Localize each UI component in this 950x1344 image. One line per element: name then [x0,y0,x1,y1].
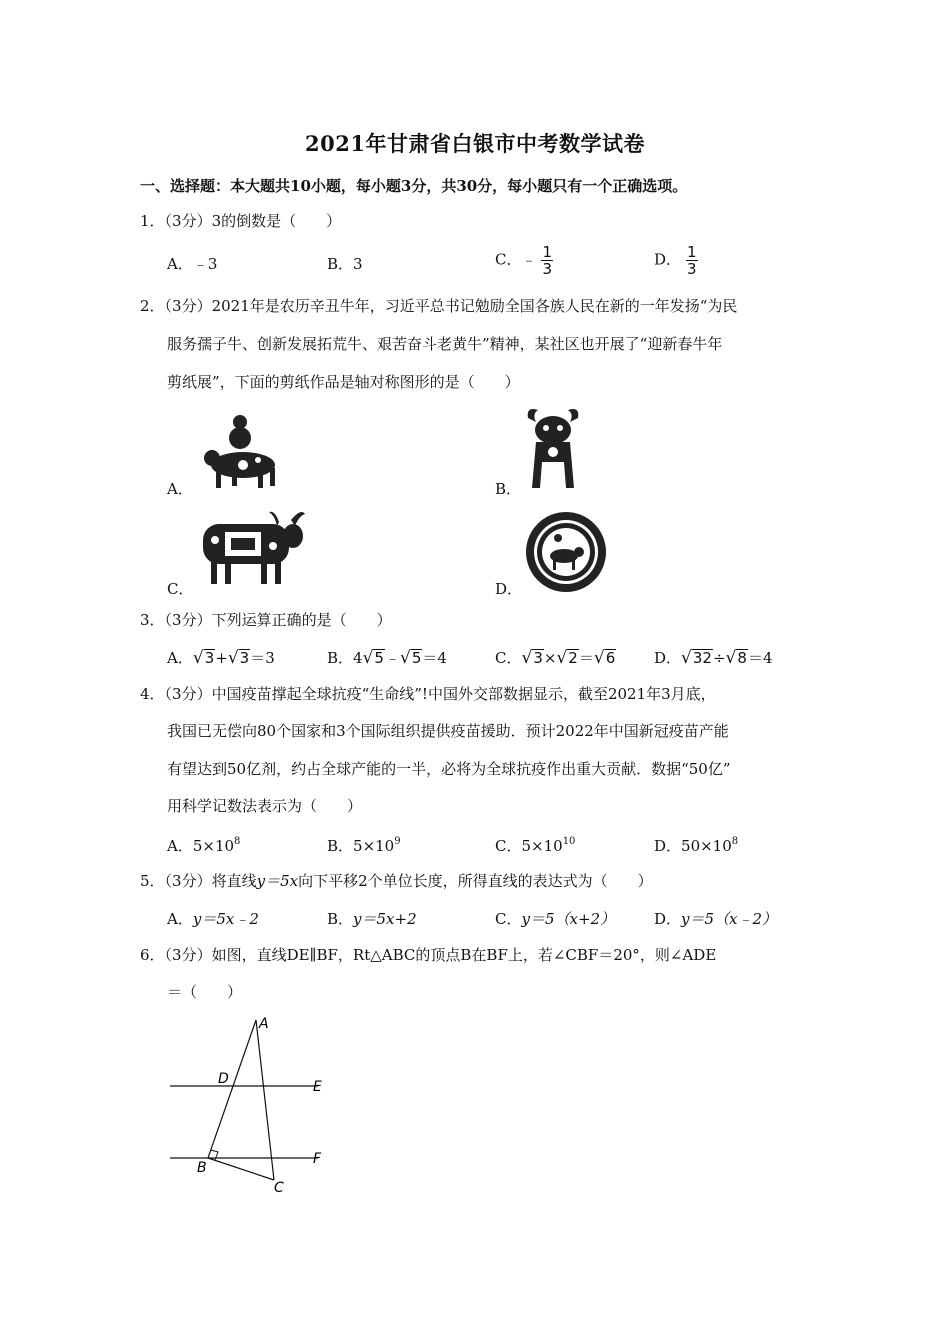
q4-line-4: 用科学记数法表示为（ ） [167,797,363,815]
label-e: E [313,1079,322,1095]
radical-sign-icon: √ [192,648,204,668]
q2-option-a: A． [167,480,193,498]
q3-option-d-label: D． [654,649,682,667]
q3-option-a-label: A． [167,649,193,667]
sqrt-3: √ 3 [521,648,543,668]
q5-option-c: C．y＝5（x+2） [495,910,616,928]
ox-round-papercut-image [524,510,608,594]
sqrt-32: √ 32 [681,648,712,668]
radical-sign-icon: √ [556,648,568,668]
q1-option-c-label: C．﹣ [495,250,537,269]
q4-line-2: 我国已无偿向80个国家和3个国际组织提供疫苗援助．预计2022年中国新冠疫苗产能 [167,722,729,740]
sqrt-8: √ 8 [725,648,747,668]
q1-stem: 1．（3分）3的倒数是（ ） [140,212,342,230]
q1-option-c [495,244,553,277]
q3-option-a: A． √ 3 + √ 3 ＝3 [167,648,275,668]
q3-option-b: B．4 √ 5 ﹣ √ 5 ＝4 [327,648,447,668]
page-title: 2021年甘肃省白银市中考数学试卷 [305,131,645,156]
label-d: D [218,1071,229,1087]
radical-sign-icon: √ [681,648,692,668]
q5-option-d: D．y＝5（x﹣2） [654,910,778,928]
q4-line-3: 有望达到50亿剂，约占全球产能的一半，必将为全球抗疫作出重大贡献．数据“50亿” [167,760,731,778]
label-f: F [313,1151,322,1167]
q1-option-c-fraction [541,244,553,277]
q2-option-d: D． [495,580,523,598]
q6-line-2: ＝（ ） [167,983,243,1001]
q4-option-b: B．$5\times 10^9$ [327,836,401,855]
segment-bc [208,1158,274,1180]
q2-option-c: C． [167,580,194,598]
label-a: A [259,1016,269,1032]
q6-line-1: 6．（3分）如图，直线DE∥BF，Rt△ABC的顶点B在BF上，若∠CBF＝20°，则∠ADE [140,946,717,964]
q3-option-d: D． √ 32 ÷ √ 8 ＝4 [654,648,773,668]
radical-sign-icon: √ [362,648,374,668]
radical-sign-icon: √ [521,648,533,668]
segment-ac [256,1020,274,1180]
q2-option-b: B． [495,480,522,498]
fraction-numerator: 1 [542,243,553,261]
q1-option-d-label: D． [654,250,682,269]
q3-stem: 3．（3分）下列运算正确的是（ ） [140,611,392,629]
section-heading: 一、选择题：本大题共10小题，每小题3分，共30分，每小题只有一个正确选项。 [140,177,688,195]
q5-option-b: B．y＝5x+2 [327,910,417,928]
fraction-numerator: 1 [687,243,697,261]
radical-sign-icon: √ [399,648,411,668]
q4-option-d: D．$50\times 10^8$ [654,836,739,855]
q4-line-1: 4．（3分）中国疫苗撑起全球抗疫“生命线”!中国外交部数据显示，截至2021年3月底， [140,685,716,703]
sqrt-3: √ 3 [227,648,250,668]
fraction-denominator: 3 [687,260,697,278]
q1-option-d [654,244,698,277]
sqrt-5: √ 5 [362,648,384,668]
q4-option-c: C．$5\times 10^{10}$ [495,836,576,855]
sqrt-3: √ 3 [192,648,215,668]
q2-line-2: 服务孺子牛、创新发展拓荒牛、艰苦奋斗老黄牛”精神，某社区也开展了“迎新春牛年 [167,335,723,353]
q6-geometry-figure [160,1010,340,1200]
sqrt-6: √ 6 [593,648,616,668]
segment-ab [208,1020,256,1158]
ox-face-papercut-image [522,404,584,492]
radical-sign-icon: √ [725,648,737,668]
q5-stem: 5．（3分）将直线y＝5x向下平移2个单位长度，所得直线的表达式为（ ） [140,872,653,890]
q5-equation: y＝5x [256,872,299,890]
q3-option-c-label: C． [495,649,522,667]
radical-sign-icon: √ [227,648,239,668]
q2-line-1: 2．（3分）2021年是农历辛丑牛年，习近平总书记勉励全国各族人民在新的一年发扬“为民 [140,297,738,315]
q5-option-a: A．y＝5x﹣2 [167,910,259,928]
label-b: B [197,1160,207,1176]
q3-option-c: C． √ 3 × √ 2 ＝ √ 6 [495,648,616,668]
ox-with-rider-papercut-image [196,410,291,490]
q1-option-b: B．3 [327,255,363,273]
fraction-denominator: 3 [542,260,553,278]
q4-option-a: A．$5\times 10^8$ [167,836,241,855]
q1-option-a: A．﹣3 [167,255,218,273]
sqrt-5: √ 5 [399,648,422,668]
label-c: C [274,1180,284,1196]
sqrt-2: √ 2 [556,648,578,668]
q2-line-3: 剪纸展”，下面的剪纸作品是轴对称图形的是（ ） [167,373,520,391]
q1-option-d-fraction [686,244,698,277]
radical-sign-icon: √ [593,648,605,668]
q3-option-b-label: B． [327,649,354,667]
ox-pattern-papercut-image [195,506,310,588]
